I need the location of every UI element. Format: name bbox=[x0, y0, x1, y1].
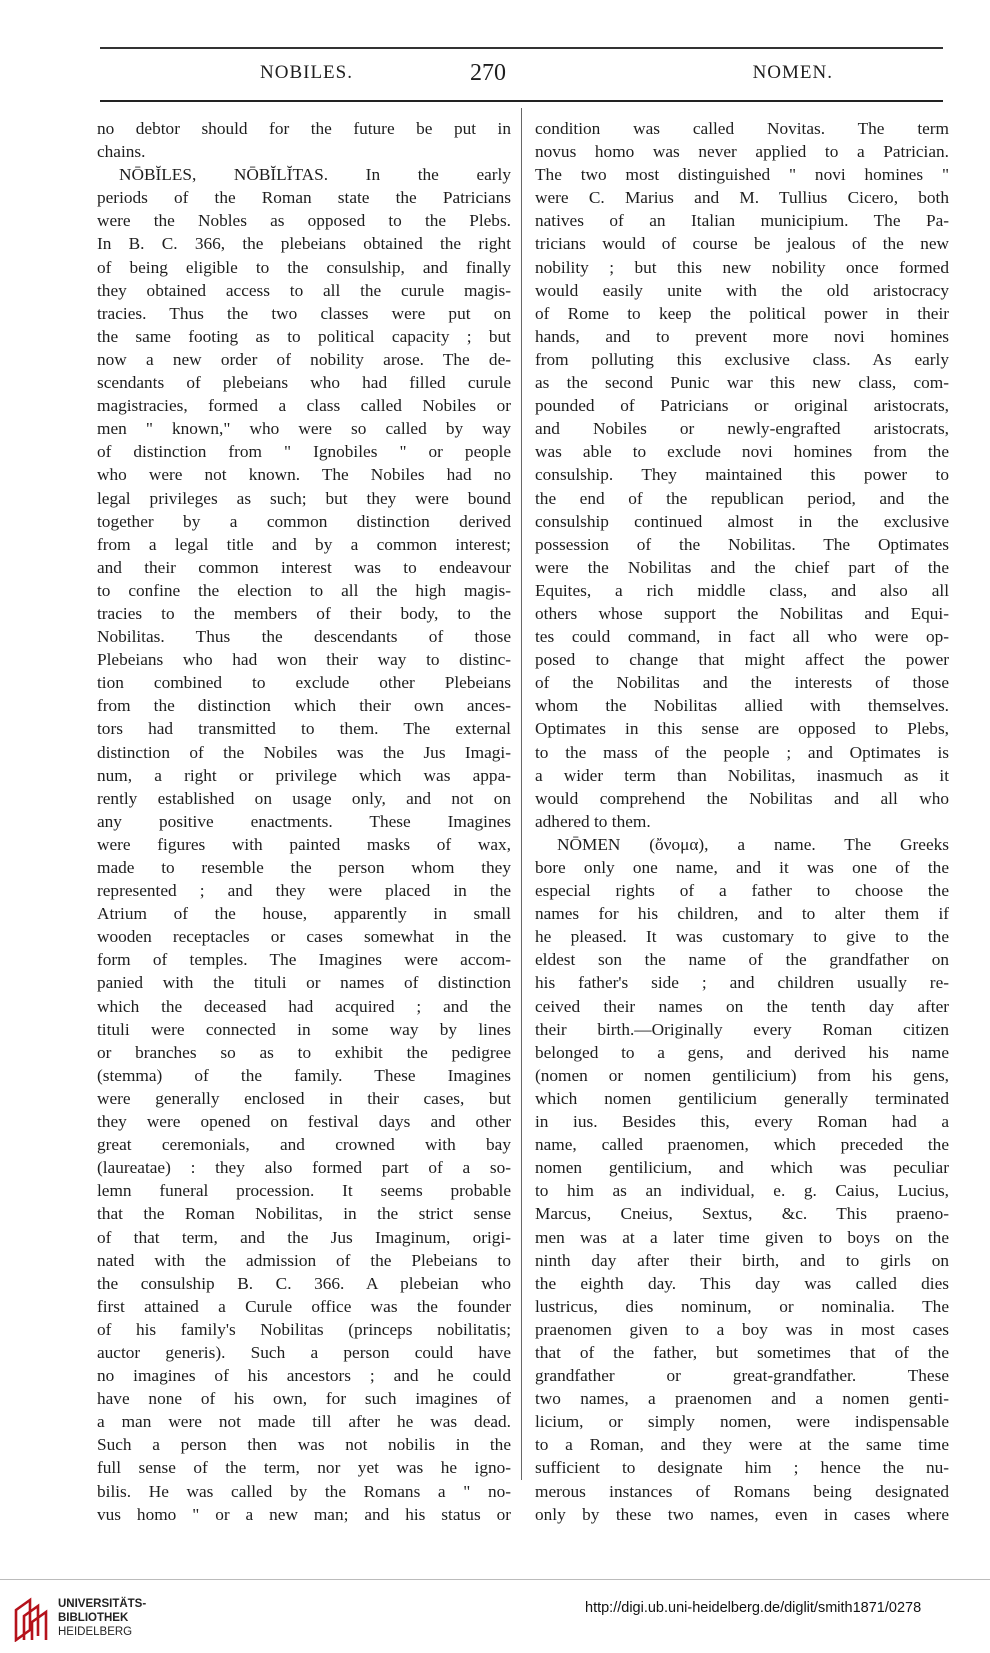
text-line: great ceremonials, and crowned with bay bbox=[97, 1135, 511, 1155]
text-line: praenomen given to a boy was in most cases bbox=[535, 1319, 949, 1339]
text-line: no debtor should for the future be put in bbox=[97, 119, 511, 138]
text-line: were generally enclosed in their cases, but bbox=[97, 1088, 511, 1108]
top-rule bbox=[100, 47, 943, 49]
text-line: ninth day after their birth, and to girls on bbox=[535, 1250, 949, 1270]
left-running-head: NOBILES. bbox=[260, 62, 353, 83]
text-line: only by these two names, even in cases where bbox=[535, 1504, 949, 1524]
text-line: to him as an individual, e. g. Caius, Lucius, bbox=[535, 1181, 949, 1201]
text-line: (laureatae) : they also formed part of a so- bbox=[97, 1158, 511, 1178]
text-line: adhered to them. bbox=[535, 811, 651, 831]
text-line: was able to exclude novi homines from the bbox=[535, 442, 949, 462]
text-line: belonged to a gens, and derived his name bbox=[535, 1042, 949, 1062]
running-header bbox=[100, 60, 943, 92]
footer-rule bbox=[0, 1579, 990, 1580]
text-line: to the mass of the people ; and Optimates is bbox=[535, 742, 949, 762]
text-line: vus homo " or a new man; and his status or bbox=[97, 1504, 511, 1524]
text-line: scendants of plebeians who had filled curule bbox=[97, 373, 511, 393]
text-line: to confine the election to all the high magis- bbox=[97, 580, 511, 600]
text-line: distinction of the Nobiles was the Jus Imagi- bbox=[97, 742, 511, 762]
text-line: chains. bbox=[97, 142, 146, 162]
text-line: panied with the tituli or names of distinction bbox=[97, 973, 511, 993]
text-line: of that term, and the Jus Imaginum, origi- bbox=[97, 1227, 511, 1247]
text-line: the consulship B. C. 366. A plebeian who bbox=[97, 1273, 511, 1293]
text-line: legal privileges as such; but they were bound bbox=[97, 488, 511, 508]
text-line: (stemma) of the family. These Imagines bbox=[97, 1065, 511, 1085]
text-line: were figures with painted masks of wax, bbox=[97, 834, 511, 854]
text-line: Such a person then was not nobilis in the bbox=[97, 1435, 511, 1455]
text-line: tricians would of course be jealous of the new bbox=[535, 234, 949, 254]
text-line: of distinction from " Ignobiles " or people bbox=[97, 442, 511, 462]
text-line: they obtained access to all the curule magis- bbox=[97, 280, 511, 300]
text-line: sufficient to designate him ; hence the nu- bbox=[535, 1458, 949, 1478]
text-line: whom the Nobilitas allied with themselves. bbox=[535, 696, 949, 716]
text-line: of his family's Nobilitas (princeps nobilitatis; bbox=[97, 1319, 511, 1339]
text-line: Marcus, Cneius, Sextus, &c. This praeno- bbox=[535, 1204, 949, 1224]
text-line: of the Nobilitas and the interests of those bbox=[535, 673, 949, 693]
text-line: together by a common distinction derived bbox=[97, 511, 511, 531]
text-line: Nobilitas. Thus the descendants of those bbox=[97, 627, 511, 647]
header-rule bbox=[100, 100, 943, 102]
text-line: nomen gentilicium, and which was peculiar bbox=[535, 1158, 949, 1178]
text-line: a wider term than Nobilitas, inasmuch as it bbox=[535, 765, 949, 785]
right-running-head: NOMEN. bbox=[752, 62, 833, 83]
column-divider bbox=[521, 108, 522, 1480]
text-line: natives of an Italian municipium. The Pa- bbox=[535, 211, 949, 231]
text-line: who were not known. The Nobiles had no bbox=[97, 465, 511, 485]
text-line: periods of the Roman state the Patricians bbox=[97, 188, 511, 208]
text-line: Atrium of the house, apparently in small bbox=[97, 904, 511, 924]
text-line: or branches so as to exhibit the pedigree bbox=[97, 1042, 511, 1062]
text-line: which nomen gentilicium generally terminated bbox=[535, 1088, 949, 1108]
text-line: his father's side ; and children usually re- bbox=[535, 973, 949, 993]
text-line: names for his children, and to alter them if bbox=[535, 904, 949, 924]
text-line: especial rights of a father to choose the bbox=[535, 881, 949, 901]
text-line: their birth.—Originally every Roman citizen bbox=[535, 1019, 949, 1039]
text-line: NŌBĬLES, NŌBĬLĬTAS. In the early bbox=[119, 165, 511, 185]
text-line: as the second Punic war this new class, com- bbox=[535, 373, 949, 393]
text-line: lemn funeral procession. It seems probable bbox=[97, 1181, 511, 1201]
text-line: from a legal title and by a common interest; bbox=[97, 534, 511, 554]
text-line: were the Nobilitas and the chief part of the bbox=[535, 557, 949, 577]
text-line: consulship. They maintained this power to bbox=[535, 465, 949, 485]
text-line: bore only one name, and it was one of the bbox=[535, 858, 949, 877]
text-line: and Nobiles or newly-engrafted aristocrats, bbox=[535, 419, 949, 439]
text-line: which the deceased had acquired ; and the bbox=[97, 996, 511, 1016]
text-line: ceived their names on the tenth day after bbox=[535, 996, 949, 1016]
text-line: licium, or simply nomen, were indispensable bbox=[535, 1412, 949, 1432]
text-line: condition was called Novitas. The term bbox=[535, 119, 949, 138]
text-line: the same footing as to political capacity ; but bbox=[97, 326, 511, 346]
text-line: tes could command, in fact all who were op- bbox=[535, 627, 949, 647]
library-logo-icon bbox=[12, 1596, 52, 1642]
text-line: eldest son the name of the grandfather on bbox=[535, 950, 949, 970]
text-line: to a Roman, and they were at the same time bbox=[535, 1435, 949, 1455]
library-name-line-3: HEIDELBERG bbox=[58, 1626, 133, 1638]
text-line: were C. Marius and M. Tullius Cicero, both bbox=[535, 188, 949, 208]
text-line: In B. C. 366, the plebeians obtained the right bbox=[97, 234, 511, 254]
text-line: Plebeians who had won their way to distinc- bbox=[97, 650, 511, 670]
text-line: they were opened on festival days and other bbox=[97, 1112, 511, 1132]
text-line: possession of the Nobilitas. The Optimates bbox=[535, 534, 949, 554]
text-line: grandfather or great-grandfather. These bbox=[535, 1366, 949, 1386]
text-line: The two most distinguished " novi homines " bbox=[535, 165, 949, 185]
text-line: Equites, a rich middle class, and also all bbox=[535, 580, 949, 600]
text-line: any positive enactments. These Imagines bbox=[97, 811, 511, 831]
text-line: represented ; and they were placed in the bbox=[97, 881, 511, 901]
page-number: 270 bbox=[470, 60, 506, 86]
text-line: auctor generis). Such a person could have bbox=[97, 1342, 511, 1362]
text-line: of Rome to keep the political power in their bbox=[535, 303, 949, 323]
library-name bbox=[58, 1597, 146, 1639]
library-name-line-1: UNIVERSITÄTS- bbox=[58, 1598, 147, 1610]
text-line: tors had transmitted to them. The external bbox=[97, 719, 511, 739]
text-line: first attained a Curule office was the founder bbox=[97, 1296, 511, 1316]
text-line: now a new order of nobility arose. The de- bbox=[97, 349, 511, 369]
text-line: rently established on usage only, and not on bbox=[97, 788, 511, 808]
text-line: num, a right or privilege which was appa- bbox=[97, 765, 511, 785]
text-line: made to resemble the person whom they bbox=[97, 858, 511, 877]
text-line: name, called praenomen, which preceded the bbox=[535, 1135, 949, 1155]
text-line: from the distinction which their own ances- bbox=[97, 696, 511, 716]
text-line: nated with the admission of the Plebeians to bbox=[97, 1250, 511, 1270]
text-line: were the Nobles as opposed to the Plebs. bbox=[97, 211, 511, 231]
text-line: (nomen or nomen gentilicium) from his gens, bbox=[535, 1065, 949, 1085]
text-line: pounded of Patricians or original aristocrats, bbox=[535, 396, 949, 416]
text-line: in ius. Besides this, every Roman had a bbox=[535, 1112, 949, 1132]
text-line: of being eligible to the consulship, and finally bbox=[97, 257, 511, 277]
text-line: would easily unite with the old aristocracy bbox=[535, 280, 949, 300]
right-text-column bbox=[535, 117, 949, 1526]
text-line: posed to change that might affect the power bbox=[535, 650, 949, 670]
text-line: men was at a later time given to boys on the bbox=[535, 1227, 949, 1247]
text-line: others whose support the Nobilitas and Equi- bbox=[535, 603, 949, 623]
text-line: tituli were connected in some way by lines bbox=[97, 1019, 511, 1039]
text-line: the eighth day. This day was called dies bbox=[535, 1273, 949, 1293]
text-line: full sense of the term, nor yet was he igno- bbox=[97, 1458, 511, 1478]
text-line: have none of his own, for such imagines of bbox=[97, 1389, 511, 1409]
text-line: tracies to the members of their body, to the bbox=[97, 603, 511, 623]
text-line: nobility ; but this new nobility once formed bbox=[535, 257, 949, 277]
text-line: hands, and to prevent more novi homines bbox=[535, 326, 949, 346]
text-line: and their common interest was to endeavour bbox=[97, 557, 511, 577]
text-line: no imagines of his ancestors ; and he could bbox=[97, 1366, 511, 1386]
text-line: tion combined to exclude other Plebeians bbox=[97, 673, 511, 693]
text-line: consulship continued almost in the exclusive bbox=[535, 511, 949, 531]
text-line: two names, a praenomen and a nomen genti- bbox=[535, 1389, 949, 1409]
text-line: would comprehend the Nobilitas and all who bbox=[535, 788, 949, 808]
text-line: that the Roman Nobilitas, in the strict sense bbox=[97, 1204, 511, 1224]
text-line: magistracies, formed a class called Nobiles or bbox=[97, 396, 511, 416]
text-line: that of the father, but sometimes that of the bbox=[535, 1342, 949, 1362]
text-line: a man were not made till after he was dead. bbox=[97, 1412, 511, 1432]
text-line: he pleased. It was customary to give to the bbox=[535, 927, 949, 947]
text-line: from polluting this exclusive class. As early bbox=[535, 349, 949, 369]
text-line: wooden receptacles or cases somewhat in the bbox=[97, 927, 511, 947]
text-line: tracies. Thus the two classes were put on bbox=[97, 303, 511, 323]
text-line: men " known," who were so called by way bbox=[97, 419, 511, 439]
text-line: lustricus, dies nominum, or nominalia. The bbox=[535, 1296, 949, 1316]
source-url-link[interactable]: http://digi.ub.uni-heidelberg.de/diglit/smith1871/0278 bbox=[585, 1600, 922, 1616]
text-line: bilis. He was called by the Romans a " no- bbox=[97, 1481, 511, 1501]
text-line: Optimates in this sense are opposed to Plebs, bbox=[535, 719, 949, 739]
text-line: novus homo was never applied to a Patrician. bbox=[535, 142, 949, 162]
text-line: NŌMEN (ὄνομα), a name. The Greeks bbox=[557, 834, 949, 854]
left-text-column bbox=[97, 117, 511, 1526]
library-name-line-2: BIBLIOTHEK bbox=[58, 1612, 129, 1624]
text-line: the end of the republican period, and the bbox=[535, 488, 949, 508]
text-line: merous instances of Romans being designated bbox=[535, 1481, 949, 1501]
text-line: form of temples. The Imagines were accom- bbox=[97, 950, 511, 970]
